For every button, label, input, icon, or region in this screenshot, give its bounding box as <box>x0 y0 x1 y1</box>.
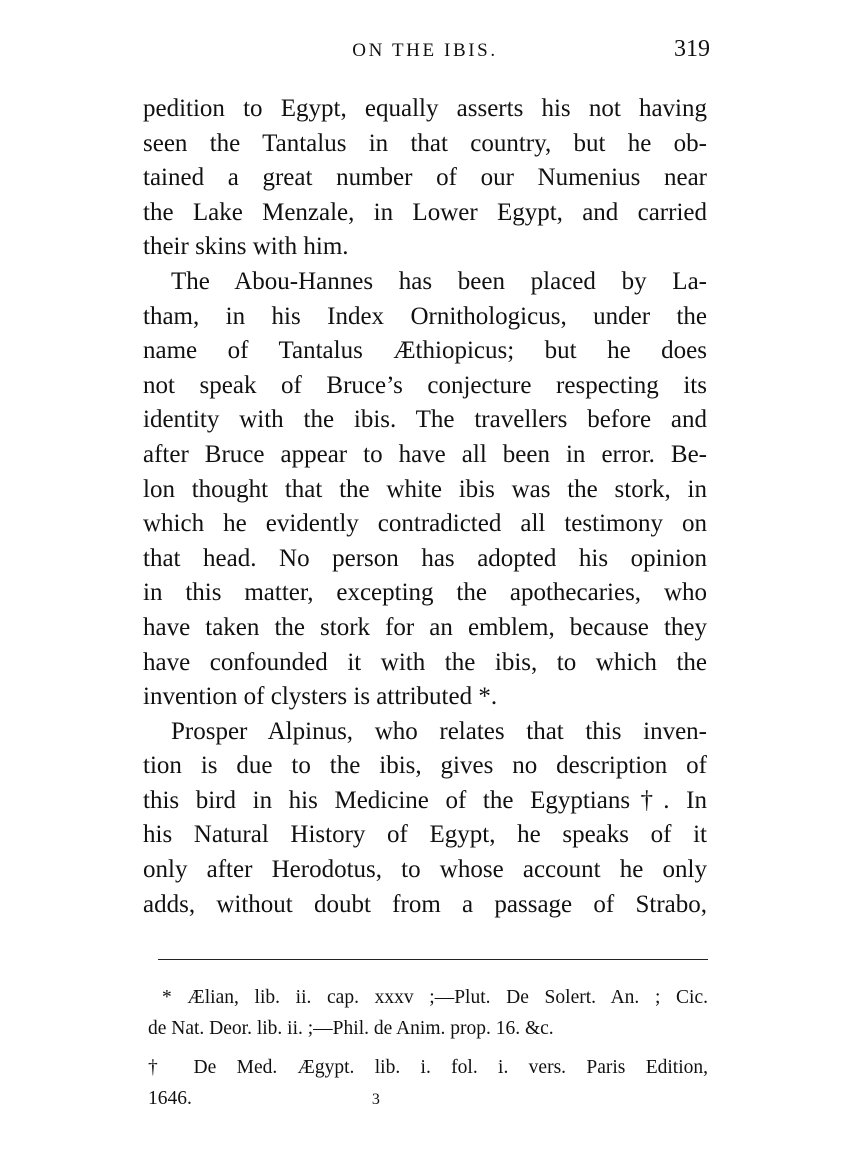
body-line: his Natural History of Egypt, he speaks of it <box>143 821 707 849</box>
body-line: tham, in his Index Ornithologicus, under the <box>143 302 707 330</box>
body-line: have taken the stork for an emblem, because they <box>143 613 707 641</box>
body-line: invention of clysters is attributed *. <box>143 683 498 711</box>
footnote-last-line <box>148 1083 708 1114</box>
body-line: The Abou-Hannes has been placed by La- <box>171 267 707 295</box>
body-line: in this matter, excepting the apothecaries, who <box>143 579 707 607</box>
body-line: lon thought that the white ibis was the stork, in <box>143 475 707 503</box>
body-line: name of Tantalus Æthiopicus; but he does <box>143 337 707 365</box>
footnote-rule <box>158 959 708 960</box>
footnote-line: 1646. <box>148 1088 192 1109</box>
body-line: Prosper Alpinus, who relates that this inven- <box>171 717 707 745</box>
body-line: identity with the ibis. The travellers before and <box>143 406 707 434</box>
page-number: 319 <box>674 36 710 62</box>
body-text <box>143 92 707 922</box>
body-line: adds, without doubt from a passage of Strabo, <box>143 890 707 918</box>
body-line: that head. No person has adopted his opinion <box>143 544 707 572</box>
body-line: tion is due to the ibis, gives no description of <box>143 752 707 780</box>
body-line: pedition to Egypt, equally asserts his not having <box>143 95 707 122</box>
body-line: their skins with him. <box>143 233 349 261</box>
footnote-line: † De Med. Ægypt. lib. i. fol. i. vers. Paris Edition, <box>148 1057 708 1078</box>
body-line: this bird in his Medicine of the Egyptians†. In <box>143 786 707 814</box>
body-line: have confounded it with the ibis, to which the <box>143 648 707 676</box>
signature-mark: 3 <box>371 1091 380 1108</box>
body-line: seen the Tantalus in that country, but he ob- <box>143 129 707 157</box>
body-line: tained a great number of our Numenius near <box>143 164 707 192</box>
running-head-title: ON THE IBIS. <box>352 40 498 61</box>
footnotes <box>148 982 708 1114</box>
body-line: which he evidently contradicted all testimony on <box>143 510 707 538</box>
running-head <box>140 36 710 66</box>
footnote-line: * Ælian, lib. ii. cap. xxxv ;—Plut. De Solert. An. ; Cic. <box>162 987 708 1008</box>
body-line: the Lake Menzale, in Lower Egypt, and carried <box>143 198 707 226</box>
body-line: only after Herodotus, to whose account he only <box>143 856 707 884</box>
body-line: after Bruce appear to have all been in error. Be- <box>143 440 707 468</box>
body-line: not speak of Bruce’s conjecture respecting its <box>143 371 707 399</box>
footnote-line: de Nat. Deor. lib. ii. ;—Phil. de Anim. prop. 16. &c. <box>148 1018 554 1039</box>
